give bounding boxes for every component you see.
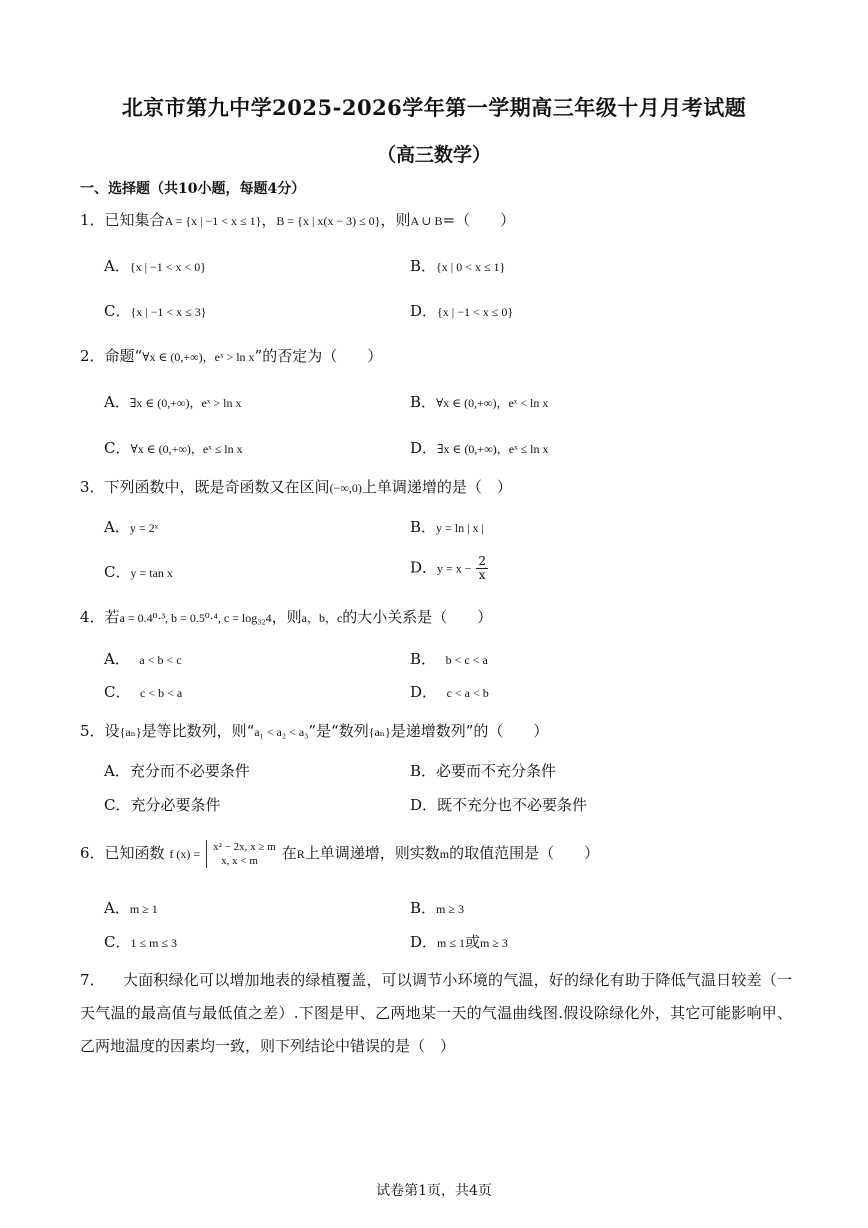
option-text: {x | −1 < x ≤ 0} [437, 305, 514, 319]
q6-option-b[interactable] [410, 898, 464, 919]
option-text: a < b < c [139, 653, 182, 667]
q1-option-d[interactable] [410, 301, 513, 322]
option-text: 必要而不充分条件 [436, 762, 557, 780]
union-expr: A ∪ B [410, 214, 443, 228]
question-number: 6． [80, 844, 105, 862]
exam-subtitle: （高三数学） [376, 144, 491, 166]
variable: m [439, 847, 450, 861]
option-label: C． [104, 302, 131, 320]
question-text: 设 [104, 722, 120, 740]
option-text: b < c < a [445, 653, 488, 667]
question-3 [80, 477, 800, 498]
option-label: A． [104, 393, 130, 411]
question-text: 已知函数 [104, 844, 165, 862]
option-label: D． [410, 558, 438, 577]
option-label: C． [104, 563, 131, 581]
question-number: 2． [80, 347, 105, 365]
option-label: B． [410, 518, 437, 536]
option-text: m ≥ 3 [436, 902, 464, 916]
option-label: B． [410, 650, 437, 668]
option-label: C． [104, 683, 131, 701]
set-b: B = {x | x(x − 3) ≤ 0} [276, 214, 381, 228]
set-a: A = {x | −1 < x ≤ 1} [164, 214, 262, 228]
option-label: C． [104, 439, 131, 457]
option-text: 充分而不必要条件 [129, 762, 250, 780]
option-text: y = 2ˣ [129, 521, 159, 535]
option-text: ∃x ∈ (0,+∞)，eˣ > ln x [129, 396, 242, 410]
q3-option-a[interactable] [104, 517, 158, 538]
q5-option-c[interactable] [104, 795, 221, 815]
option-text: ∀x ∈ (0,+∞)，eˣ < ln x [436, 396, 549, 410]
question-4 [80, 607, 800, 628]
option-text: 1 ≤ m ≤ 3 [130, 936, 177, 950]
fraction [476, 555, 488, 582]
option-text: {x | −1 < x ≤ 3} [130, 305, 207, 319]
q2-option-d[interactable] [410, 438, 548, 459]
option-label: A． [104, 518, 130, 536]
question-text: ”的否定为（ ） [254, 347, 383, 365]
fraction-denominator: x [478, 568, 486, 582]
question-text: 大面积绿化可以增加地表的绿植覆盖，可以调节小环境的气温，好的绿化有助于降低气温日较差（一天气温的最高值与最低值之差）.下图是甲、乙两地某一天的气温曲线图.假设除绿化外，其它可能影响甲、乙两地温度的因素均一致，则下列结论中错误的是（ ） [80, 971, 792, 1055]
option-text: 充分必要条件 [130, 796, 221, 814]
option-label: B． [410, 762, 437, 780]
q2-option-c[interactable] [104, 438, 243, 459]
option-label: C． [104, 933, 131, 951]
question-text: 是递增数列”的（ ） [390, 722, 549, 740]
option-label: B． [410, 899, 437, 917]
option-label: D． [410, 796, 438, 814]
option-text: ∀x ∈ (0,+∞)，eˣ ≤ ln x [130, 442, 243, 456]
option-text: y = ln | x | [436, 521, 484, 535]
question-text: ”是“数列 [308, 722, 369, 740]
question-2 [80, 346, 800, 367]
option-text: {x | 0 < x ≤ 1} [436, 260, 506, 274]
q3-option-c[interactable] [104, 562, 173, 583]
option-text: 或 [464, 933, 480, 951]
option-label: B． [410, 393, 437, 411]
option-label: A． [104, 257, 130, 275]
question-text: 若 [104, 608, 120, 626]
option-text: c < b < a [140, 686, 183, 700]
piecewise-case-2: x, x < m [221, 855, 258, 867]
piecewise-definition [206, 840, 276, 868]
question-text: 上单调递增的是（ ） [361, 478, 512, 496]
option-text: m ≥ 1 [129, 902, 158, 916]
option-label: C． [104, 796, 131, 814]
interval: (−∞,0) [329, 481, 362, 495]
variables: a，b，c [301, 611, 343, 625]
question-text: 的取值范围是（ ） [449, 844, 600, 862]
option-text: y = tan x [130, 566, 173, 580]
q6-option-a[interactable] [104, 898, 158, 919]
q3-option-b[interactable] [410, 517, 484, 538]
section-heading: 一、选择题（共10小题，每题4分） [80, 181, 306, 197]
q1-option-c[interactable] [104, 301, 207, 322]
q6-option-c[interactable] [104, 932, 177, 953]
option-text: m ≥ 3 [479, 936, 508, 950]
q3-option-d[interactable] [410, 555, 488, 582]
question-number: 3． [80, 478, 105, 496]
question-text: 在 [281, 844, 297, 862]
option-text: y = x − [437, 561, 472, 576]
piecewise-case-1: x² − 2x, x ≥ m [213, 841, 276, 853]
question-text: 下列函数中，既是奇函数又在区间 [104, 478, 330, 496]
option-label: A． [104, 650, 130, 668]
question-6 [80, 840, 800, 868]
question-5 [80, 721, 800, 742]
question-number: 4． [80, 608, 105, 626]
question-text: 的大小关系是（ ） [342, 608, 493, 626]
q4-option-b[interactable] [410, 649, 488, 670]
sequence: {aₙ} [368, 725, 391, 739]
sequence: {aₙ} [119, 725, 142, 739]
question-number: 7． [80, 971, 105, 989]
question-7 [80, 964, 792, 1063]
exam-title: 北京市第九中学2025-2026学年第一学期高三年级十月月考试题 [121, 95, 747, 120]
option-label: D． [410, 302, 438, 320]
condition: a₁ < a₂ < a₃ [254, 725, 309, 739]
q4-option-a[interactable] [104, 649, 182, 670]
q5-option-a[interactable] [104, 761, 250, 781]
function-name: f (x) = [169, 847, 201, 861]
question-text: 命题“ [104, 347, 143, 365]
question-text: ， [261, 211, 277, 229]
question-text: 是等比数列，则“ [141, 722, 255, 740]
question-text: =（ ） [442, 211, 516, 229]
option-label: D． [410, 683, 438, 701]
q4-option-d[interactable] [410, 682, 489, 703]
option-label: D． [410, 439, 438, 457]
fraction-numerator: 2 [478, 554, 486, 568]
option-label: B． [410, 257, 437, 275]
question-number: 1． [80, 211, 105, 229]
q6-option-d[interactable] [410, 932, 508, 953]
question-1 [80, 210, 800, 231]
option-text: ∃x ∈ (0,+∞)，eˣ ≤ ln x [437, 442, 549, 456]
question-text: ，则 [380, 211, 411, 229]
option-text: 既不充分也不必要条件 [437, 796, 588, 814]
proposition: ∀x ∈ (0,+∞)，eˣ > ln x [142, 350, 255, 364]
q4-option-c[interactable] [104, 682, 182, 703]
q2-option-b[interactable] [410, 392, 548, 413]
option-text: {x | −1 < x < 0} [129, 260, 207, 274]
page-footer: 试卷第1页，共4页 [376, 1183, 492, 1199]
option-text: c < a < b [446, 686, 489, 700]
q1-option-b[interactable] [410, 256, 505, 277]
option-label: D． [410, 933, 438, 951]
option-text: m ≤ 1 [437, 936, 465, 950]
question-text: ，则 [271, 608, 302, 626]
q5-option-b[interactable] [410, 761, 556, 781]
q5-option-d[interactable] [410, 795, 587, 815]
option-label: A． [104, 762, 130, 780]
q2-option-a[interactable] [104, 392, 241, 413]
question-number: 5． [80, 722, 105, 740]
question-text: 上单调递增，则实数 [304, 844, 440, 862]
option-label: A． [104, 899, 130, 917]
domain: R [296, 847, 305, 861]
definitions: a = 0.4⁰·³, b = 0.5⁰·⁴, c = log₃₂4 [119, 611, 272, 625]
question-text: 已知集合 [104, 211, 165, 229]
q1-option-a[interactable] [104, 256, 206, 277]
